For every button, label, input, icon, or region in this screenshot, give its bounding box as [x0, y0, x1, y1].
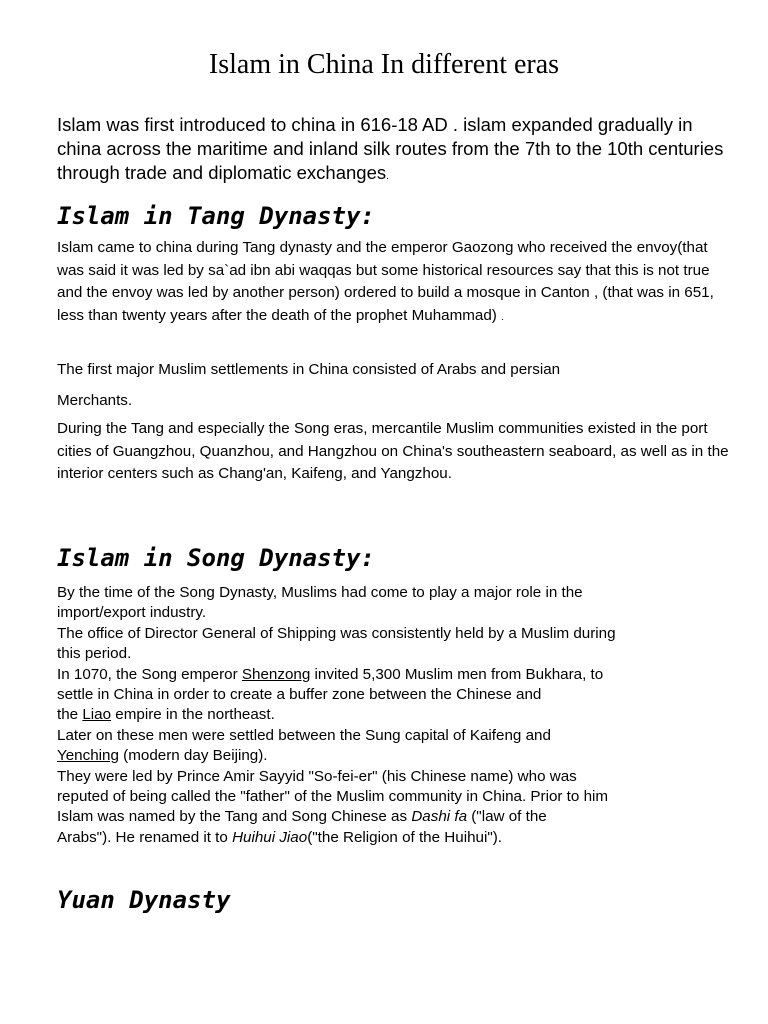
document-title: Islam in China In different eras: [208, 49, 560, 80]
song-text: empire in the northeast.: [111, 706, 275, 724]
song-line: import/export industry.: [57, 604, 207, 622]
tang-paragraph-2: The first major Muslim settlements in China consisted of Arabs and persian: [57, 361, 561, 378]
song-line: settle in China in order to create a buffer zone between the Chinese and: [57, 686, 542, 704]
heading-song-dynasty: Islam in Song Dynasty:: [57, 544, 375, 572]
song-line: [57, 828, 737, 848]
song-text: Islam was named by the Tang and Song Chinese as: [57, 808, 412, 826]
song-text: (modern day Beijing).: [118, 747, 268, 765]
song-text: ("the Religion of the Huihui").: [307, 828, 503, 846]
liao-link[interactable]: Liao: [82, 706, 112, 724]
song-text: the: [57, 706, 83, 724]
song-line: [57, 807, 737, 827]
song-text: invited 5,300 Muslim men from Bukhara, to: [310, 665, 604, 683]
song-line: [57, 746, 737, 766]
yenching-link[interactable]: Yenching: [57, 747, 119, 765]
song-line: [57, 705, 737, 725]
tang-paragraph-1-text: Islam came to china during Tang dynasty and the emperor Gaozong who received the envoy(that was said it was led by sa`ad ibn abi waqqas but some historical resources say that this is not true and the envoy was led by another person) ordered to build a mosque in Canton , (that was in 651, less than twenty years after the death of the prophet Muhammad): [57, 239, 714, 324]
song-paragraph: [57, 583, 737, 848]
song-line: this period.: [57, 645, 132, 663]
song-line: The office of Director General of Shipping was consistently held by a Muslim during: [57, 624, 616, 642]
song-text: Arabs"). He renamed it to: [57, 828, 233, 846]
heading-tang-dynasty: Islam in Tang Dynasty:: [57, 202, 375, 230]
song-line: [57, 665, 737, 685]
song-line: reputed of being called the "father" of the Muslim community in China. Prior to him: [57, 788, 609, 806]
song-text: ("law of the: [467, 808, 547, 826]
tang-paragraph-4: During the Tang and especially the Song eras, mercantile Muslim communities existed in the port cities of Guangzhou, Quanzhou, and Hangzhou on China's southeastern seaboard, as well as in the interior centers such as Chang'an, Kaifeng, and Yangzhou.: [57, 420, 729, 482]
intro-paragraph: [57, 113, 737, 189]
tang-paragraph-1: [57, 237, 737, 329]
tang-paragraph-3: Merchants.: [57, 392, 133, 409]
huihui-jiao-term: Huihui Jiao: [232, 828, 308, 846]
tang-paragraph-1-end-mark: .: [501, 311, 504, 323]
dashi-fa-term: Dashi fa: [411, 808, 468, 826]
shenzong-link[interactable]: Shenzong: [241, 665, 311, 683]
song-line: They were led by Prince Amir Sayyid "So-fei-er" (his Chinese name) who was: [57, 767, 577, 785]
song-line: By the time of the Song Dynasty, Muslims had come to play a major role in the: [57, 584, 583, 601]
intro-end-mark: .: [386, 171, 389, 182]
song-text: In 1070, the Song emperor: [57, 665, 242, 683]
heading-yuan-dynasty: Yuan Dynasty: [57, 886, 231, 914]
intro-text: Islam was first introduced to china in 616-18 AD . islam expanded gradually in china across the maritime and inland silk routes from the 7th to the 10th centuries through trade and diplomatic exchanges: [57, 114, 724, 183]
song-line: Later on these men were settled between the Sung capital of Kaifeng and: [57, 726, 551, 744]
